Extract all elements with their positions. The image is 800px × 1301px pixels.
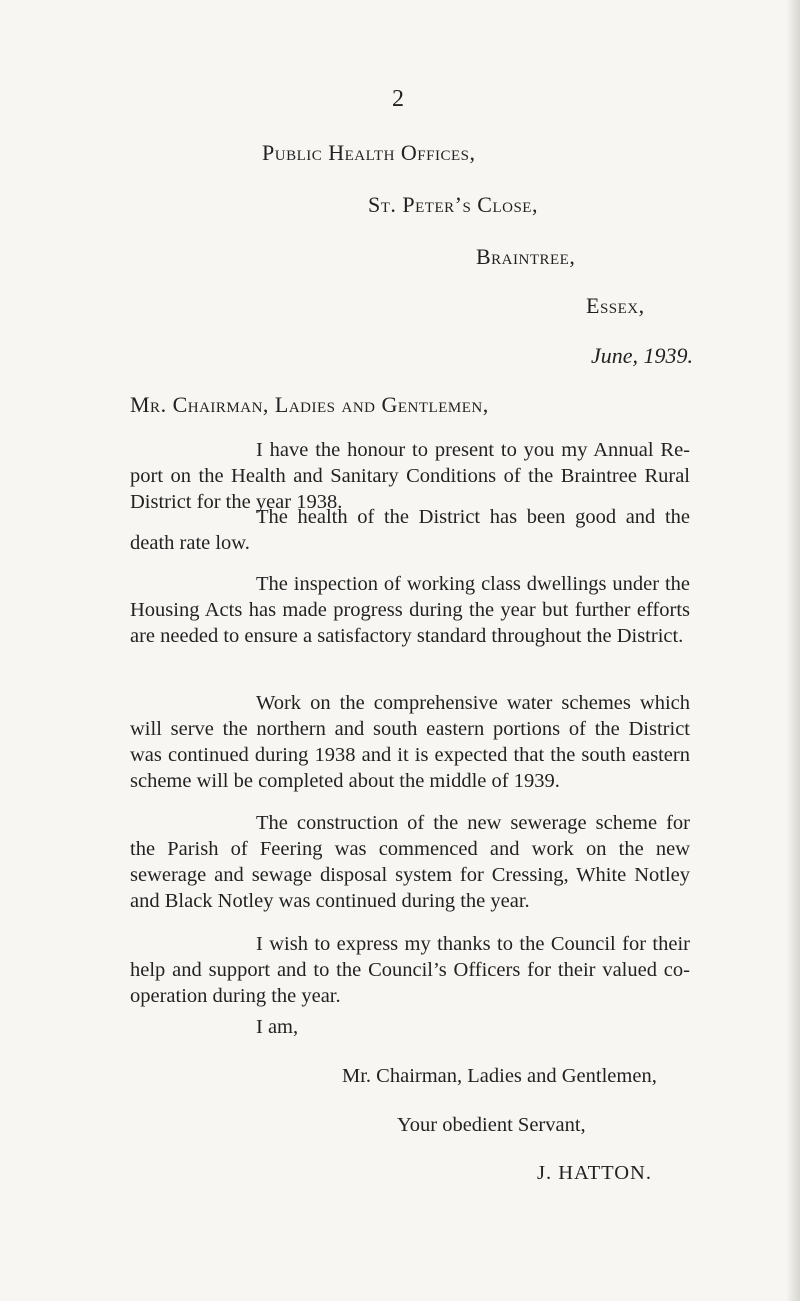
- paragraph-3: The inspection of working class dwellings under the Housing Acts has made progress during the year but further efforts are needed to ensure a satisfactory standard throughout the District.: [130, 573, 690, 647]
- closing-line-2: Mr. Chairman, Ladies and Gentlemen,: [342, 1065, 657, 1087]
- paragraph-4: Work on the comprehensive water schemes which will serve the northern and south eastern portions of the District was continued during 1938 and it is expected that the south eastern scheme will be completed about the middle of 1939.: [130, 692, 690, 792]
- paragraph-6: I wish to express my thanks to the Council for their help and support and to the Council’s Officers for their valued co-operation during the year.: [130, 933, 690, 1007]
- address-line-1: Public Health Offices,: [262, 140, 476, 165]
- page-number: 2: [392, 86, 404, 112]
- signature: J. HATTON.: [537, 1162, 652, 1184]
- address-line-3: Braintree,: [476, 244, 576, 269]
- letter-date: June, 1939.: [591, 343, 694, 368]
- closing-line-3: Your obedient Servant,: [397, 1114, 586, 1136]
- paragraph-1: I have the honour to present to you my Annual Report on the Health and Sanitary Conditions of the Braintree Rural District for the year 1938.: [130, 439, 690, 513]
- address-line-2: St. Peter’s Close,: [368, 192, 538, 217]
- page-edge-shadow: [786, 0, 800, 1301]
- paragraph-5: The construction of the new sewerage scheme for the Parish of Feering was commenced and work on the new sewerage and sewage disposal system for Cressing, White Notley and Black Notley was continued during the year.: [130, 812, 690, 912]
- paragraph-2: The health of the District has been good and the death rate low.: [130, 506, 690, 554]
- salutation: Mr. Chairman, Ladies and Gentlemen,: [130, 392, 489, 417]
- address-line-4: Essex,: [586, 293, 645, 318]
- closing-line-1: I am,: [256, 1016, 299, 1038]
